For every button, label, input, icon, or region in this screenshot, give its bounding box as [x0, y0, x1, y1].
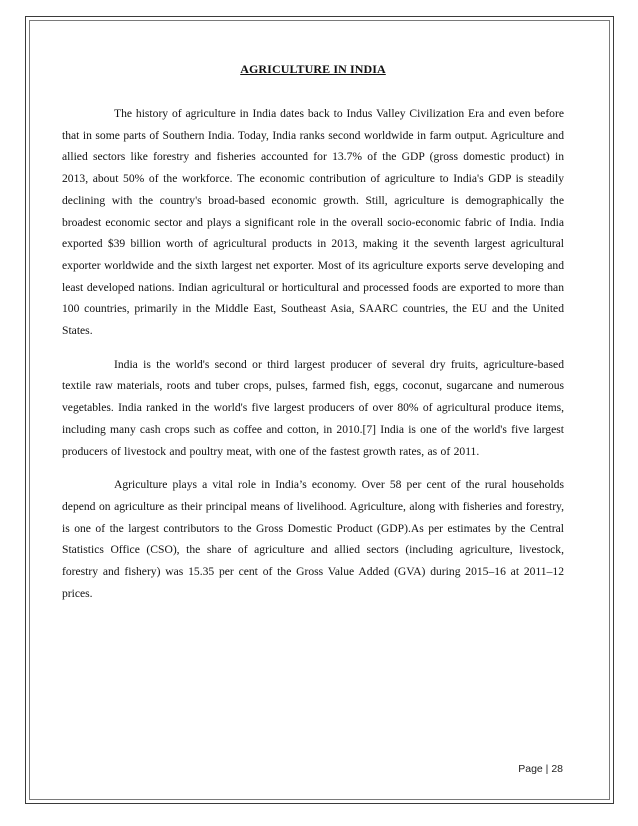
page-number: Page | 28	[518, 763, 563, 775]
page-content	[62, 62, 564, 616]
paragraph-history: The history of agriculture in India dates back to Indus Valley Civilization Era and even before that in some parts of Southern India. Today, India ranks second worldwide in farm output. Agriculture and allied sectors like forestry and fisheries accounted for 13.7% of the GDP (gross domestic product) in 2013, about 50% of the workforce. The economic contribution of agriculture to India's GDP is steadily declining with the country's broad-based economic growth. Still, agriculture is demographically the broadest economic sector and plays a significant role in the overall socio-economic fabric of India. India exported $39 billion worth of agricultural products in 2013, making it the seventh largest agricultural exporter worldwide and the sixth largest net exporter. Most of its agriculture exports serve developing and least developed nations. Indian agricultural or horticultural and processed foods are exported to more than 100 countries, primarily in the Middle East, Southeast Asia, SAARC countries, the EU and the United States.	[62, 107, 564, 338]
paragraph-production: India is the world's second or third largest producer of several dry fruits, agriculture-based textile raw materials, roots and tuber crops, pulses, farmed fish, eggs, coconut, sugarcane and numerous vegetables. India ranked in the world's five largest producers of over 80% of agricultural produce items, including many cash crops such as coffee and cotton, in 2010.[7] India is one of the world's five largest producers of livestock and poultry meat, with one of the fastest growth rates, as of 2011.	[62, 357, 564, 458]
page-title: AGRICULTURE IN INDIA	[240, 62, 386, 76]
paragraph-economy: Agriculture plays a vital role in India’s economy. Over 58 per cent of the rural households depend on agriculture as their principal means of livelihood. Agriculture, along with fisheries and forestry, is one of the largest contributors to the Gross Domestic Product (GDP).As per estimates by the Central Statistics Office (CSO), the share of agriculture and allied sectors (including agriculture, livestock, forestry and fishery) was 15.35 per cent of the Gross Value Added (GVA) during 2015–16 at 2011–12 prices.	[62, 478, 564, 600]
